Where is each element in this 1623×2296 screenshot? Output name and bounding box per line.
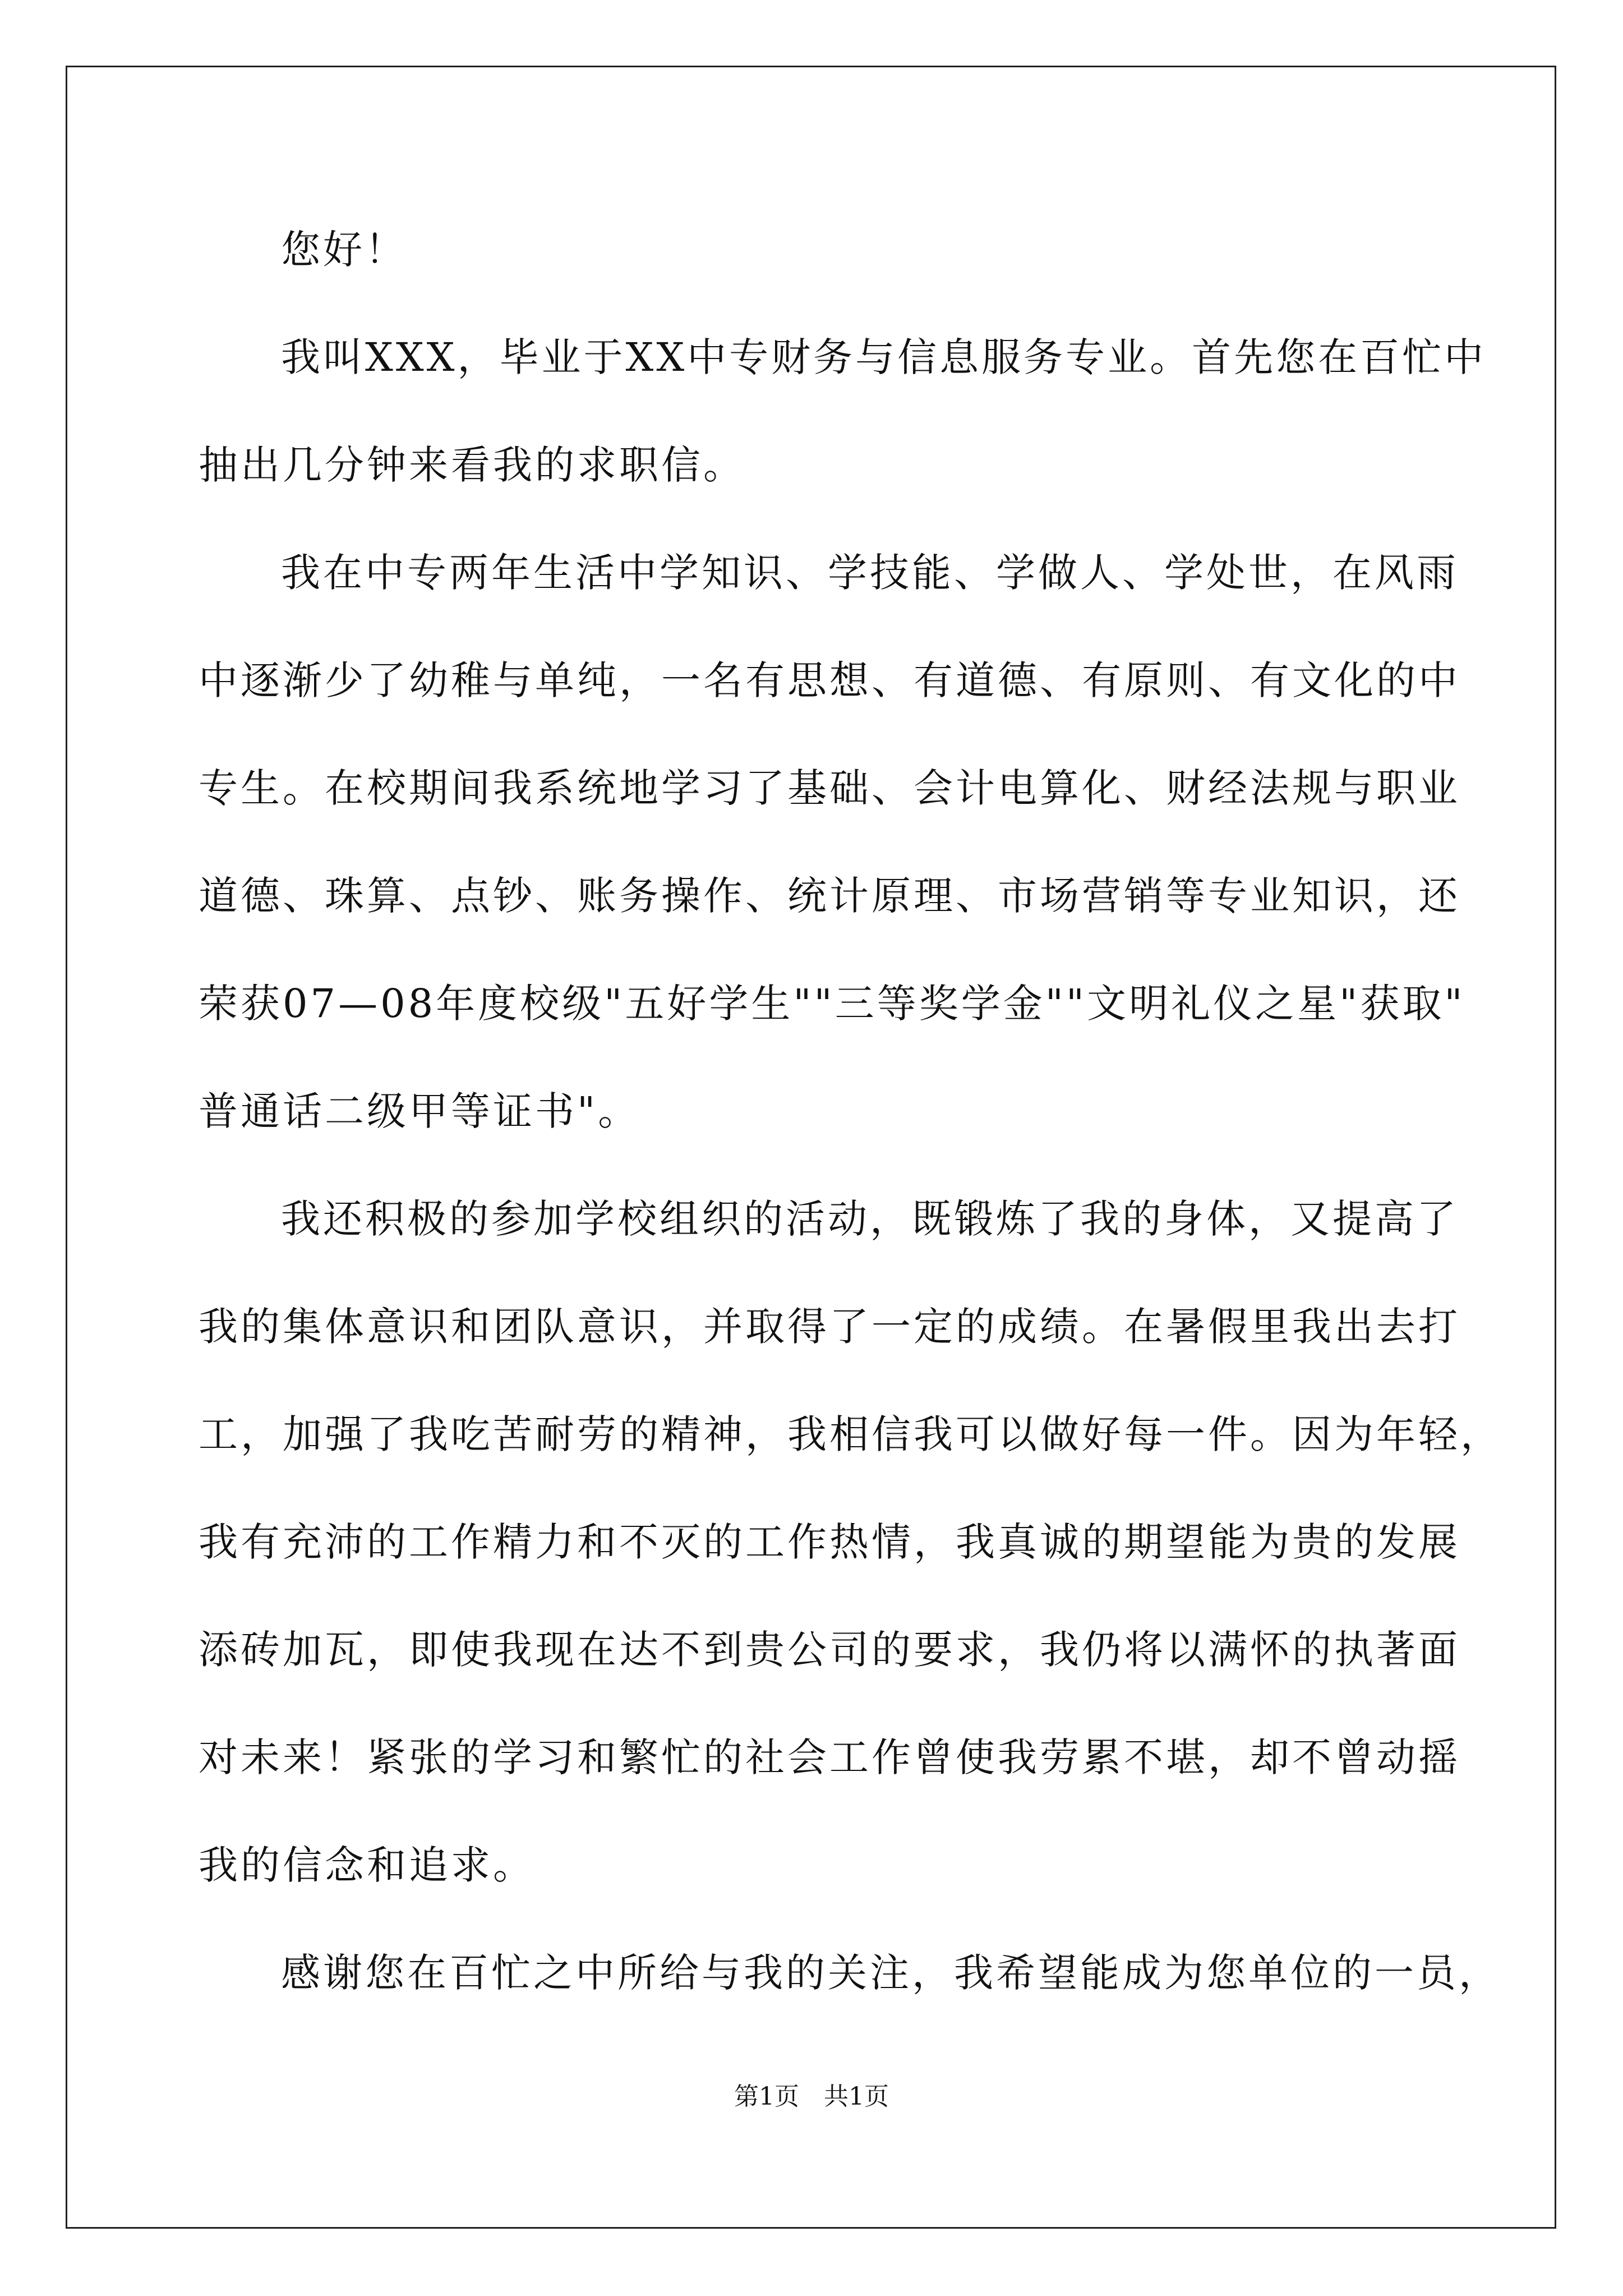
paragraph-3-line-5: 添砖加瓦，即使我现在达不到贵公司的要求，我仍将以满怀的执著面 [199,1627,1460,1673]
paragraph-2-line-1: 我在中专两年生活中学知识、学技能、学做人、学处世，在风雨 [281,550,1459,596]
page-number-current: 第1页 [734,2082,799,2111]
paragraph-2-line-2: 中逐渐少了幼稚与单纯，一名有思想、有道德、有原则、有文化的中 [199,657,1460,703]
paragraph-2-line-5: 荣获07—08年度校级"五好学生""三等奖学金""文明礼仪之星"获取" [199,981,1465,1027]
page-footer [0,2080,1623,2114]
paragraph-3-line-7: 我的信念和追求。 [199,1842,535,1888]
paragraph-3-line-3: 工，加强了我吃苦耐劳的精神，我相信我可以做好每一件。因为年轻， [199,1411,1502,1457]
paragraph-2-line-3: 专生。在校期间我系统地学习了基础、会计电算化、财经法规与职业 [199,765,1460,811]
paragraph-1-line-1: 我叫XXX，毕业于XX中专财务与信息服务专业。首先您在百忙中 [281,334,1487,380]
paragraph-3-line-4: 我有充沛的工作精力和不灭的工作热情，我真诚的期望能为贵的发展 [199,1519,1460,1565]
paragraph-2-line-4: 道德、珠算、点钞、账务操作、统计原理、市场营销等专业知识，还 [199,873,1460,919]
paragraph-4-line-1: 感谢您在百忙之中所给与我的关注，我希望能成为您单位的一员， [281,1950,1501,1996]
greeting-line: 您好！ [281,227,407,273]
page-number-total: 共1页 [824,2082,889,2111]
paragraph-1-line-2: 抽出几分钟来看我的求职信。 [199,442,745,488]
paragraph-3-line-2: 我的集体意识和团队意识，并取得了一定的成绩。在暑假里我出去打 [199,1304,1460,1350]
paragraph-3-line-6: 对未来！紧张的学习和繁忙的社会工作曾使我劳累不堪，却不曾动摇 [199,1734,1460,1780]
paragraph-2-line-6: 普通话二级甲等证书"。 [199,1088,640,1134]
paragraph-3-line-1: 我还积极的参加学校组织的活动，既锻炼了我的身体，又提高了 [281,1196,1459,1242]
page-border [66,66,1556,2229]
